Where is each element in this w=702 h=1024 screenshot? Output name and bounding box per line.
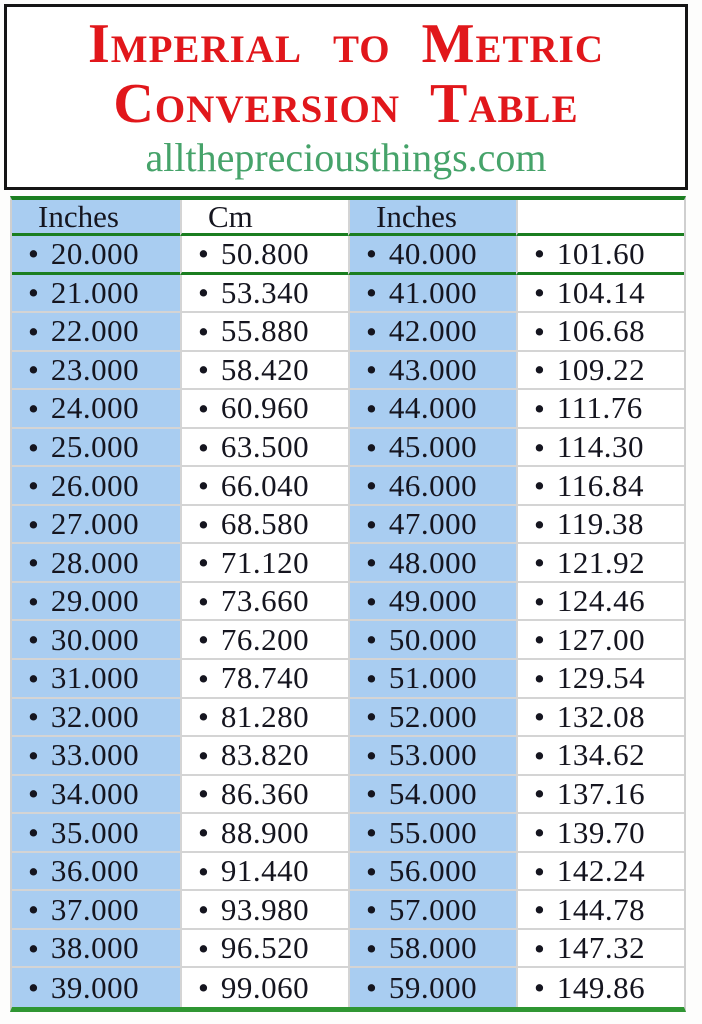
bullet-icon: •	[28, 930, 39, 966]
table-cell	[348, 814, 516, 853]
table-cell	[348, 621, 516, 660]
cell-value: 50.000	[388, 621, 478, 657]
cell-value: 104.14	[556, 274, 646, 310]
bullet-icon: •	[366, 506, 377, 542]
bullet-icon: •	[366, 699, 377, 735]
table-cell	[180, 429, 348, 468]
cell-value: 31.000	[50, 660, 140, 696]
table-cell	[180, 544, 348, 583]
title-line-2: Conversion Table	[113, 73, 579, 135]
website-url: allthepreciousthings.com	[145, 135, 547, 180]
bullet-icon: •	[28, 776, 39, 812]
table-cell	[12, 853, 180, 892]
table-cell	[180, 699, 348, 738]
bullet-icon: •	[366, 275, 377, 311]
table-cell	[348, 236, 516, 275]
bullet-icon: •	[198, 660, 209, 696]
cell-value: 24.000	[50, 390, 140, 426]
cell-value: 50.800	[220, 236, 310, 271]
bullet-icon: •	[366, 737, 377, 773]
table-cell	[516, 429, 684, 468]
bullet-icon: •	[534, 583, 545, 619]
bullet-icon: •	[28, 352, 39, 388]
cell-value: 29.000	[50, 583, 140, 619]
table-cell	[348, 968, 516, 1007]
bullet-icon: •	[28, 737, 39, 773]
bullet-icon: •	[198, 313, 209, 349]
cell-value: 34.000	[50, 775, 140, 811]
cell-value: 55.000	[388, 814, 478, 850]
table-cell	[348, 352, 516, 391]
bullet-icon: •	[366, 970, 377, 1006]
bullet-icon: •	[198, 468, 209, 504]
bullet-icon: •	[198, 737, 209, 773]
bullet-icon: •	[534, 970, 545, 1006]
bullet-icon: •	[198, 776, 209, 812]
bullet-icon: •	[198, 970, 209, 1006]
table-cell	[12, 814, 180, 853]
cell-value: 114.30	[556, 429, 644, 465]
table-cell	[516, 352, 684, 391]
bullet-icon: •	[28, 236, 39, 272]
cell-value: 53.340	[220, 274, 310, 310]
bullet-icon: •	[198, 236, 209, 272]
table-cell	[12, 699, 180, 738]
bullet-icon: •	[198, 390, 209, 426]
cell-value: 111.76	[556, 390, 643, 426]
bullet-icon: •	[28, 468, 39, 504]
table-cell	[12, 313, 180, 352]
table-cell	[516, 236, 684, 275]
bullet-icon: •	[534, 622, 545, 658]
cell-value: 25.000	[50, 429, 140, 465]
cell-value: 33.000	[50, 737, 140, 773]
table-cell	[180, 737, 348, 776]
table-cell	[180, 853, 348, 892]
table-cell	[180, 660, 348, 699]
cell-value: 81.280	[220, 698, 310, 734]
table-cell	[180, 968, 348, 1007]
table-cell	[180, 930, 348, 969]
table-cell	[516, 814, 684, 853]
cell-value: 66.040	[220, 467, 310, 503]
cell-value: 91.440	[220, 853, 310, 889]
cell-value: 46.000	[388, 467, 478, 503]
bullet-icon: •	[366, 660, 377, 696]
cell-value: 42.000	[388, 313, 478, 349]
cell-value: 43.000	[388, 351, 478, 387]
bullet-icon: •	[198, 352, 209, 388]
cell-value: 139.70	[556, 814, 646, 850]
table-cell	[348, 660, 516, 699]
cell-value: 86.360	[220, 775, 310, 811]
table-cell	[516, 737, 684, 776]
bullet-icon: •	[28, 583, 39, 619]
cell-value: 60.960	[220, 390, 310, 426]
cell-value: 59.000	[388, 969, 478, 1005]
table-cell	[180, 352, 348, 391]
table-cell	[348, 853, 516, 892]
table-cell	[516, 699, 684, 738]
bullet-icon: •	[534, 275, 545, 311]
table-cell	[348, 313, 516, 352]
column-header-blank	[516, 200, 684, 236]
table-cell	[12, 737, 180, 776]
table-cell	[348, 583, 516, 622]
table-cell	[516, 621, 684, 660]
cell-value: 32.000	[50, 698, 140, 734]
bullet-icon: •	[198, 930, 209, 966]
table-cell	[12, 621, 180, 660]
bullet-icon: •	[366, 622, 377, 658]
table-cell	[12, 968, 180, 1007]
cell-value: 21.000	[50, 274, 140, 310]
bullet-icon: •	[28, 970, 39, 1006]
bullet-icon: •	[366, 236, 377, 272]
table-cell	[348, 737, 516, 776]
bullet-icon: •	[198, 275, 209, 311]
table-cell	[348, 429, 516, 468]
cell-value: 30.000	[50, 621, 140, 657]
bullet-icon: •	[28, 660, 39, 696]
bullet-icon: •	[534, 236, 545, 272]
cell-value: 58.420	[220, 351, 310, 387]
cell-value: 71.120	[220, 544, 310, 580]
title-line-1: Imperial to Metric	[88, 13, 604, 75]
table-cell	[180, 776, 348, 815]
bullet-icon: •	[28, 699, 39, 735]
bullet-icon: •	[366, 313, 377, 349]
title-box	[4, 4, 688, 190]
bullet-icon: •	[198, 699, 209, 735]
table-cell	[348, 506, 516, 545]
table-cell	[12, 583, 180, 622]
bullet-icon: •	[28, 622, 39, 658]
table-cell	[516, 390, 684, 429]
cell-value: 134.62	[556, 737, 646, 773]
bullet-icon: •	[198, 622, 209, 658]
cell-value: 68.580	[220, 506, 310, 542]
bullet-icon: •	[28, 545, 39, 581]
cell-value: 55.880	[220, 313, 310, 349]
cell-value: 35.000	[50, 814, 140, 850]
bullet-icon: •	[534, 506, 545, 542]
table-cell	[516, 506, 684, 545]
cell-value: 26.000	[50, 467, 140, 503]
cell-value: 44.000	[388, 390, 478, 426]
bullet-icon: •	[366, 352, 377, 388]
cell-value: 88.900	[220, 814, 310, 850]
cell-value: 76.200	[220, 621, 310, 657]
bullet-icon: •	[366, 892, 377, 928]
bullet-icon: •	[534, 429, 545, 465]
table-cell	[180, 236, 348, 275]
bullet-icon: •	[198, 429, 209, 465]
table-cell	[180, 891, 348, 930]
table-cell	[12, 429, 180, 468]
cell-value: 41.000	[388, 274, 478, 310]
table-cell	[516, 891, 684, 930]
cell-value: 51.000	[388, 660, 478, 696]
cell-value: 137.16	[556, 775, 646, 811]
table-cell	[12, 467, 180, 506]
table-cell	[348, 544, 516, 583]
cell-value: 119.38	[556, 506, 644, 542]
cell-value: 93.980	[220, 891, 310, 927]
bullet-icon: •	[28, 506, 39, 542]
table-cell	[516, 930, 684, 969]
bullet-icon: •	[366, 429, 377, 465]
bullet-icon: •	[198, 815, 209, 851]
cell-value: 54.000	[388, 775, 478, 811]
table-cell	[348, 699, 516, 738]
cell-value: 63.500	[220, 429, 310, 465]
bullet-icon: •	[534, 853, 545, 889]
table-cell	[180, 506, 348, 545]
bullet-icon: •	[198, 583, 209, 619]
cell-value: 48.000	[388, 544, 478, 580]
cell-value: 28.000	[50, 544, 140, 580]
cell-value: 124.46	[556, 583, 646, 619]
cell-value: 144.78	[556, 891, 646, 927]
cell-value: 127.00	[556, 621, 646, 657]
column-header-cm: Cm	[180, 200, 348, 236]
bullet-icon: •	[534, 468, 545, 504]
cell-value: 56.000	[388, 853, 478, 889]
bullet-icon: •	[366, 468, 377, 504]
table-cell	[180, 467, 348, 506]
cell-value: 109.22	[556, 351, 646, 387]
table-cell	[12, 891, 180, 930]
table-cell	[12, 236, 180, 275]
table-cell	[348, 776, 516, 815]
cell-value: 96.520	[220, 930, 310, 966]
cell-value: 58.000	[388, 930, 478, 966]
cell-value: 78.740	[220, 660, 310, 696]
table-cell	[516, 467, 684, 506]
bullet-icon: •	[366, 853, 377, 889]
bullet-icon: •	[366, 815, 377, 851]
bullet-icon: •	[366, 776, 377, 812]
bullet-icon: •	[534, 390, 545, 426]
table-cell	[12, 506, 180, 545]
column-header-inches-right: Inches	[348, 200, 516, 236]
table-cell	[516, 660, 684, 699]
bullet-icon: •	[534, 737, 545, 773]
bullet-icon: •	[28, 892, 39, 928]
bullet-icon: •	[198, 892, 209, 928]
bullet-icon: •	[28, 313, 39, 349]
cell-value: 39.000	[50, 969, 140, 1005]
bullet-icon: •	[534, 545, 545, 581]
table-cell	[180, 390, 348, 429]
cell-value: 23.000	[50, 351, 140, 387]
cell-value: 37.000	[50, 891, 140, 927]
table-cell	[348, 891, 516, 930]
table-cell	[180, 814, 348, 853]
cell-value: 20.000	[50, 236, 140, 271]
table-cell	[516, 544, 684, 583]
table-cell	[516, 853, 684, 892]
cell-value: 121.92	[556, 544, 646, 580]
cell-value: 106.68	[556, 313, 646, 349]
bullet-icon: •	[28, 390, 39, 426]
cell-value: 99.060	[220, 969, 310, 1005]
table-cell	[180, 621, 348, 660]
bullet-icon: •	[534, 815, 545, 851]
bullet-icon: •	[28, 815, 39, 851]
cell-value: 132.08	[556, 698, 646, 734]
bullet-icon: •	[28, 429, 39, 465]
bullet-icon: •	[28, 853, 39, 889]
cell-value: 47.000	[388, 506, 478, 542]
bullet-icon: •	[28, 275, 39, 311]
bullet-icon: •	[534, 352, 545, 388]
cell-value: 38.000	[50, 930, 140, 966]
column-header-inches-left: Inches	[12, 200, 180, 236]
cell-value: 129.54	[556, 660, 646, 696]
cell-value: 49.000	[388, 583, 478, 619]
table-cell	[12, 660, 180, 699]
cell-value: 73.660	[220, 583, 310, 619]
table-cell	[12, 390, 180, 429]
cell-value: 147.32	[556, 930, 646, 966]
table-cell	[516, 583, 684, 622]
cell-value: 22.000	[50, 313, 140, 349]
bullet-icon: •	[534, 660, 545, 696]
bullet-icon: •	[366, 390, 377, 426]
cell-value: 40.000	[388, 236, 478, 271]
cell-value: 27.000	[50, 506, 140, 542]
cell-value: 142.24	[556, 853, 646, 889]
bullet-icon: •	[534, 892, 545, 928]
table-cell	[516, 313, 684, 352]
bullet-icon: •	[534, 930, 545, 966]
bullet-icon: •	[534, 699, 545, 735]
table-cell	[516, 968, 684, 1007]
cell-value: 116.84	[556, 467, 644, 503]
table-cell	[516, 275, 684, 314]
table-cell	[12, 930, 180, 969]
table-cell	[180, 583, 348, 622]
cell-value: 36.000	[50, 853, 140, 889]
bullet-icon: •	[534, 776, 545, 812]
table-cell	[348, 275, 516, 314]
table-cell	[12, 275, 180, 314]
bullet-icon: •	[366, 930, 377, 966]
cell-value: 52.000	[388, 698, 478, 734]
cell-value: 83.820	[220, 737, 310, 773]
bullet-icon: •	[366, 583, 377, 619]
bullet-icon: •	[198, 853, 209, 889]
cell-value: 57.000	[388, 891, 478, 927]
cell-value: 45.000	[388, 429, 478, 465]
table-cell	[348, 467, 516, 506]
table-cell	[348, 930, 516, 969]
table-cell	[12, 544, 180, 583]
table-cell	[180, 275, 348, 314]
cell-value: 53.000	[388, 737, 478, 773]
bullet-icon: •	[198, 545, 209, 581]
bullet-icon: •	[198, 506, 209, 542]
bullet-icon: •	[534, 313, 545, 349]
table-cell	[348, 390, 516, 429]
table-cell	[516, 776, 684, 815]
table-cell	[12, 352, 180, 391]
bullet-icon: •	[366, 545, 377, 581]
cell-value: 149.86	[556, 969, 646, 1005]
table-cell	[12, 776, 180, 815]
conversion-table	[10, 196, 686, 1012]
cell-value: 101.60	[556, 236, 646, 271]
table-cell	[180, 313, 348, 352]
